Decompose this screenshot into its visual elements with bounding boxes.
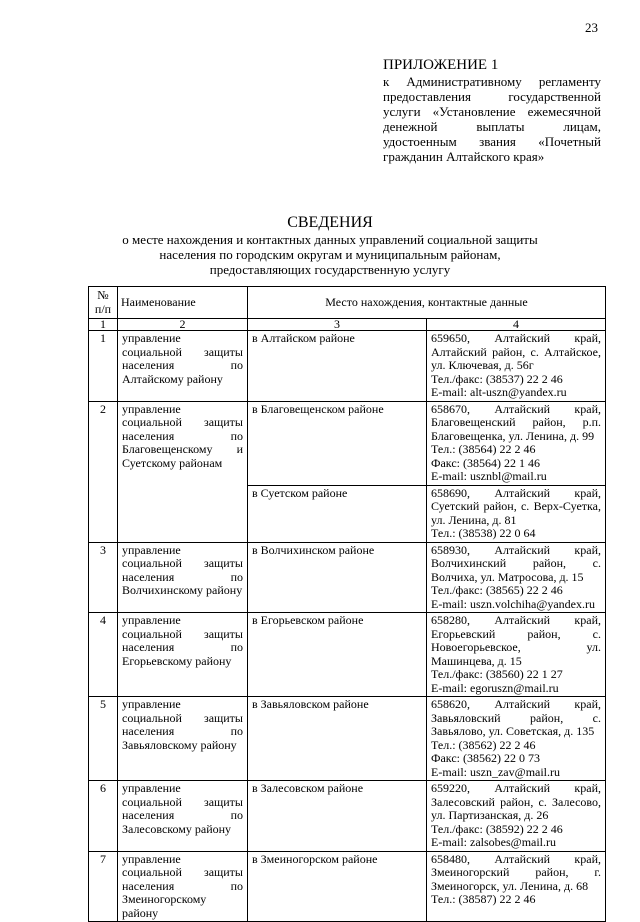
row-number: 2 bbox=[89, 401, 118, 542]
header-name: Наименование bbox=[118, 287, 248, 319]
offices-table bbox=[88, 286, 606, 922]
contact-line: Тел.: (38562) 22 2 46 bbox=[431, 737, 536, 752]
contact-line: Тел./факс: (38565) 22 2 46 bbox=[431, 583, 563, 597]
table-header-row bbox=[89, 287, 606, 319]
contact-line: E-mail: uszn.volchiha@yandex.ru bbox=[431, 596, 596, 611]
contact-line: 658480, Алтайский край, Змеиногорский район, г. Змеиногорск, ул. Ленина, д. 68 bbox=[431, 851, 601, 893]
row-number: 1 bbox=[89, 331, 118, 402]
row-number: 5 bbox=[89, 697, 118, 781]
contact-line: E-mail: uszn_zav@mail.ru bbox=[431, 764, 561, 779]
contact-line: Тел.: (38538) 22 0 64 bbox=[431, 526, 536, 540]
contact-line: E-mail: egoruszn@mail.ru bbox=[431, 680, 559, 695]
office-name: управление социальной защиты населения по Завьяловскому району bbox=[118, 697, 248, 781]
contact-line: 658670, Алтайский край, Благовещенский район, р.п. Благовещенка, ул. Ленина, д. 99 bbox=[431, 401, 601, 443]
contact-line: Тел.: (38587) 22 2 46 bbox=[431, 892, 536, 906]
contact-line: E-mail: zalsobes@mail.ru bbox=[431, 835, 557, 849]
office-name: управление социальной защиты населения по Егорьевскому району bbox=[118, 613, 248, 697]
appendix-title: ПРИЛОЖЕНИЕ 1 bbox=[383, 57, 499, 73]
office-name: управление социальной защиты населения по Змеиногорскому району bbox=[118, 851, 248, 922]
table-row bbox=[89, 401, 606, 485]
contact-details bbox=[427, 542, 606, 613]
table-row bbox=[89, 697, 606, 781]
heading-title: СВЕДЕНИЯ bbox=[287, 214, 373, 231]
row-number: 7 bbox=[89, 851, 118, 922]
contact-line: Тел./факс: (38537) 22 2 46 bbox=[431, 371, 563, 386]
table-row bbox=[89, 851, 606, 922]
contact-line: 659220, Алтайский край, Залесовский район, с. Залесово, ул. Партизанская, д. 26 bbox=[431, 781, 601, 822]
column-number: 1 bbox=[89, 319, 118, 331]
contact-line: Факс: (38564) 22 1 46 bbox=[431, 455, 540, 470]
district-location: в Залесовском районе bbox=[248, 781, 427, 852]
appendix-text: к Административному регламенту предоставления государственной услуги «Установление ежемесячной денежной выплаты лицам, удостоенным звания «Почетный гражданин Алтайского края» bbox=[383, 74, 601, 164]
contact-details bbox=[427, 485, 606, 542]
column-number: 2 bbox=[118, 319, 248, 331]
office-name: управление социальной защиты населения по Волчихинскому району bbox=[118, 542, 248, 613]
office-name: управление социальной защиты населения по Алтайскому району bbox=[118, 331, 248, 402]
contact-line: E-mail: alt-uszn@yandex.ru bbox=[431, 385, 567, 399]
row-number: 3 bbox=[89, 542, 118, 613]
table-row bbox=[89, 542, 606, 613]
contact-details bbox=[427, 331, 606, 402]
table-row bbox=[89, 781, 606, 852]
contact-details bbox=[427, 401, 606, 485]
contact-line: 659650, Алтайский край, Алтайский район, с. Алтайское, ул. Ключевая, д. 56г bbox=[431, 331, 601, 372]
district-location: в Суетском районе bbox=[248, 485, 427, 542]
column-numbers-row bbox=[89, 319, 606, 331]
row-number: 4 bbox=[89, 613, 118, 697]
district-location: в Алтайском районе bbox=[248, 331, 427, 402]
table-body bbox=[89, 331, 606, 922]
contact-line: Тел./факс: (38592) 22 2 46 bbox=[431, 821, 563, 836]
office-name: управление социальной защиты населения по Залесовскому району bbox=[118, 781, 248, 852]
page-number: 23 bbox=[585, 20, 598, 35]
contact-line: 658280, Алтайский край, Егорьевский район, с. Новоегорьевское, ул. Машинцева, д. 15 bbox=[431, 613, 601, 668]
district-location: в Змеиногорском районе bbox=[248, 851, 427, 922]
contact-line: 658620, Алтайский край, Завьяловский район, с. Завьялово, ул. Советская, д. 135 bbox=[431, 697, 601, 738]
header-location: Место нахождения, контактные данные bbox=[248, 287, 606, 319]
district-location: в Завьяловском районе bbox=[248, 697, 427, 781]
column-number: 4 bbox=[427, 319, 606, 331]
contact-line: 658930, Алтайский край, Волчихинский район, с. Волчиха, ул. Матросова, д. 15 bbox=[431, 542, 601, 584]
contact-line: Факс: (38562) 22 0 73 bbox=[431, 751, 540, 765]
district-location: в Волчихинском районе bbox=[248, 542, 427, 613]
header-number: № п/п bbox=[89, 287, 118, 319]
contact-details bbox=[427, 613, 606, 697]
heading-subtitle: о месте нахождения и контактных данных управлений социальной защиты населения по городским округам и муниципальным районам, предоставляющих государственную услугу bbox=[122, 232, 538, 277]
contact-details bbox=[427, 851, 606, 922]
district-location: в Егорьевском районе bbox=[248, 613, 427, 697]
contact-line: E-mail: usznbl@mail.ru bbox=[431, 469, 547, 483]
contact-line: 658690, Алтайский край, Суетский район, с. Верх-Суетка, ул. Ленина, д. 81 bbox=[431, 485, 601, 527]
column-number: 3 bbox=[248, 319, 427, 331]
contact-line: Тел./факс: (38560) 22 1 27 bbox=[431, 667, 563, 681]
office-name: управление социальной защиты населения по Благовещенскому и Суетскому районам bbox=[118, 401, 248, 542]
contact-details bbox=[427, 697, 606, 781]
document-heading bbox=[120, 214, 540, 277]
table-row bbox=[89, 613, 606, 697]
row-number: 6 bbox=[89, 781, 118, 852]
district-location: в Благовещенском районе bbox=[248, 401, 427, 485]
contact-details bbox=[427, 781, 606, 852]
appendix-block bbox=[383, 57, 601, 164]
contact-line: Тел.: (38564) 22 2 46 bbox=[431, 442, 536, 456]
table-row bbox=[89, 331, 606, 402]
